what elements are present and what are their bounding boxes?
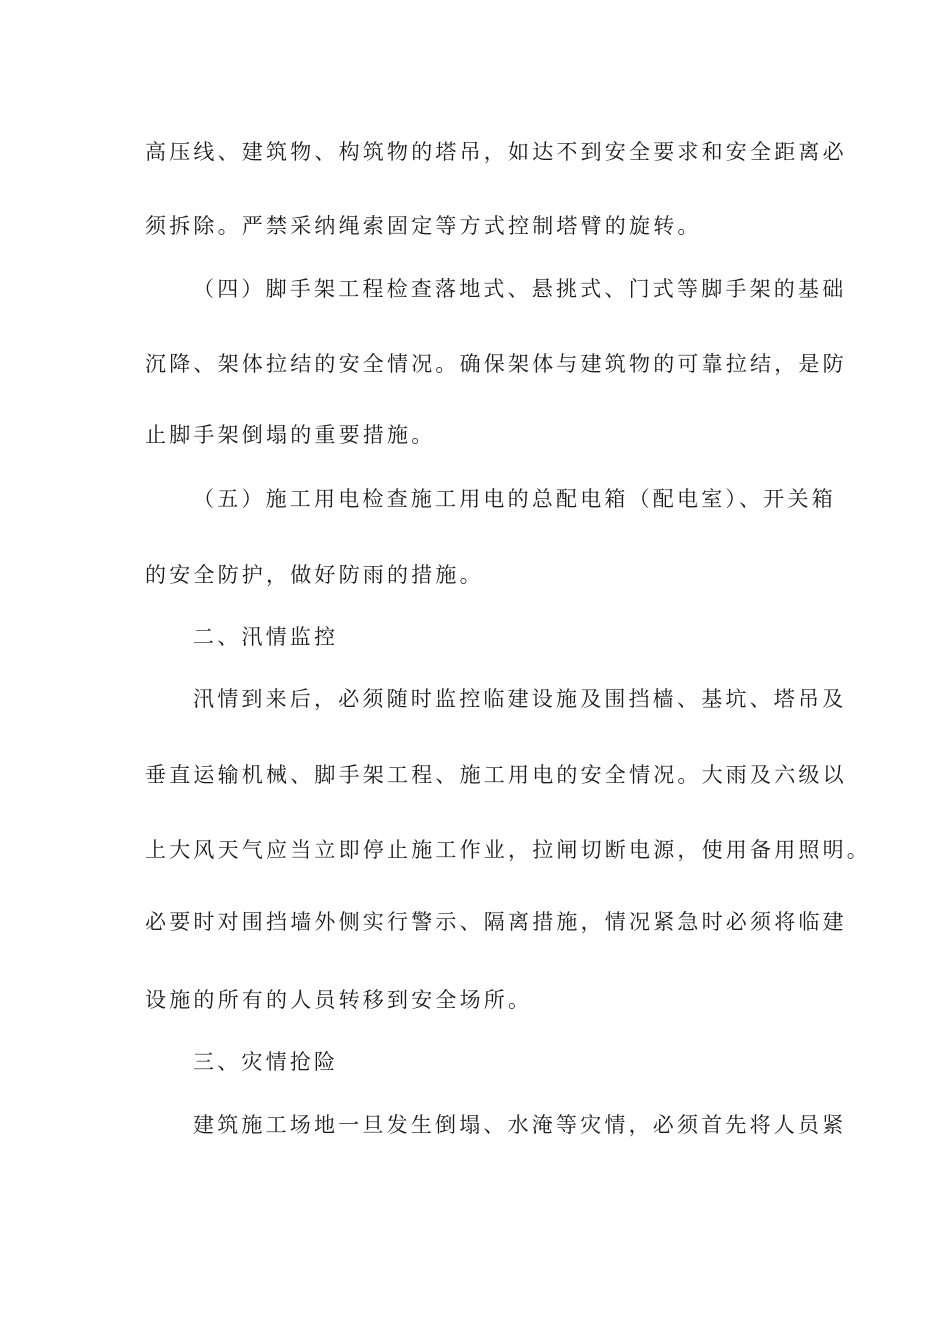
paragraph-line: 止脚手架倒塌的重要措施。 [145,423,436,447]
paragraph-line: 建筑施工场地一旦发生倒塌、水淹等灾情，必须首先将人员紧 [193,1113,847,1137]
paragraph-line: 沉降、架体拉结的安全情况。确保架体与建筑物的可靠拉结，是防 [145,352,847,376]
section-heading: 二、汛情监控 [193,625,339,649]
paragraph-line: 设施的所有的人员转移到安全场所。 [145,988,533,1012]
paragraph-line: 必要时对围挡墙外侧实行警示、隔离措施，情况紧急时必须将临建 [145,910,847,934]
paragraph-line: 的安全防护，做好防雨的措施。 [145,563,484,587]
paragraph-line: 须拆除。严禁采纳绳索固定等方式控制塔臂的旋转。 [145,214,702,238]
paragraph-line: 汛情到来后，必须随时监控临建设施及围挡樯、基坑、塔吊及 [193,687,847,711]
paragraph-line: 高压线、建筑物、构筑物的塔吊，如达不到安全要求和安全距离必 [145,140,847,164]
section-heading: 三、灾情抢险 [193,1050,339,1074]
paragraph-line: （五）施工用电检查施工用电的总配电箱（配电室）、开关箱 [193,487,836,511]
paragraph-line: 上大风天气应当立即停止施工作业，拉闸切断电源，使用备用照明。 [145,838,871,862]
paragraph-line: （四）脚手架工程检查落地式、悬挑式、门式等脚手架的基础 [193,277,847,301]
paragraph-line: 垂直运输机械、脚手架工程、施工用电的安全情况。大雨及六级以 [145,763,847,787]
